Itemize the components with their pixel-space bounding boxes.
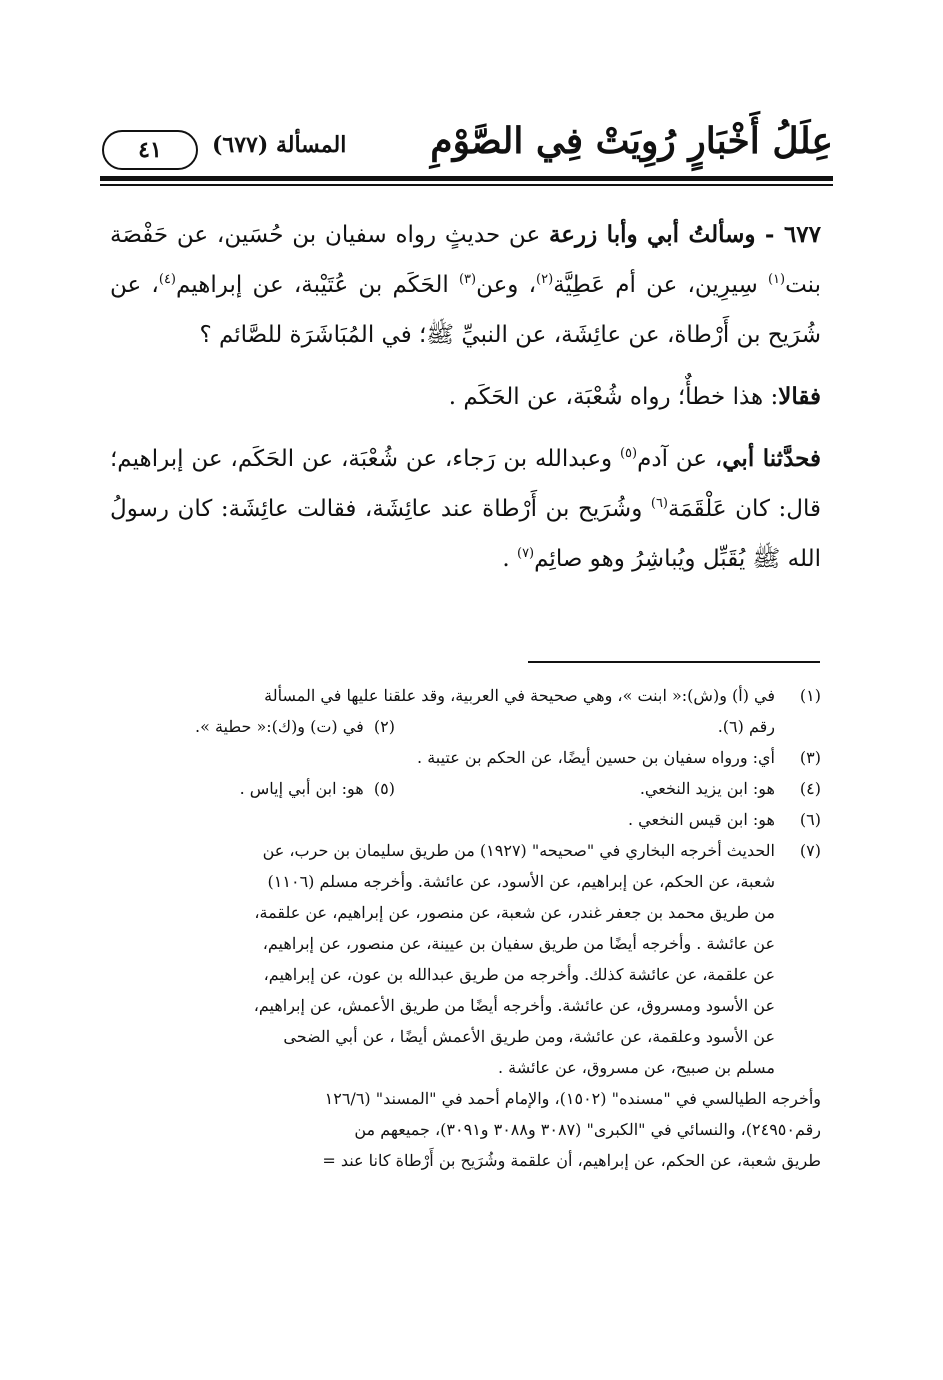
footnote-line: من طريق محمد بن جعفر غندر، عن شعبة، عن منصور، عن إبراهيم، عن علقمة، — [254, 903, 775, 922]
narration-lead: فحدَّثنا أبي — [722, 445, 821, 472]
text-run: وعبدالله بن رَجاء، عن شُعْبَة، عن الحَكَم، عن إبراهيم؛ قال: كان عَلْقَمَة — [110, 446, 821, 522]
footnote-line: طريق شعبة، عن الحكم، عن إبراهيم، أن علقمة وشُرَيح بن أَرْطاة كانا عند = — [322, 1151, 821, 1170]
footnote-number: (١) — [799, 686, 821, 705]
footnote-text: أي: ورواه سفيان بن حسين أيضًا، عن الحكم بن عتيبة . — [417, 748, 775, 767]
question-lead: ٦٧٧ - وسألتُ أبي وأبا زرعة — [548, 221, 822, 248]
footnote-line: شعبة، عن الحكم، عن إبراهيم، عن الأسود، عن عائشة. وأخرجه مسلم (١١٠٦) — [267, 872, 775, 891]
footnote-text: في (ت) و(ك):« حطية ». — [194, 717, 364, 736]
footnote-text: هو: ابن أبي إياس . — [239, 779, 364, 798]
footnote-line: عن الأسود وعلقمة، عن عائشة، ومن طريق الأعمش أيضًا ، عن أبي الضحى — [283, 1027, 775, 1046]
footnote-number: (٥) — [373, 779, 395, 798]
footnote-number: (٣) — [799, 748, 821, 767]
footnote-number: (٤) — [799, 779, 821, 798]
answer-lead: فقالا — [778, 383, 821, 410]
footnote-5 — [240, 773, 395, 804]
footnotes — [112, 680, 821, 1176]
footnote-4 — [112, 773, 821, 804]
footnote-line: رقم٢٤٩٥٠)، والنسائي في "الكبرى" (٣٠٨٧ و٣٠٨٨ و٣٠٩١)، جميعهم من — [354, 1120, 821, 1139]
footnote-line-pair — [112, 773, 775, 804]
footnote-3 — [112, 742, 821, 773]
text-run: الحَكَم بن عُتَيْبة، عن إبراهيم — [176, 272, 459, 298]
footnote-ref-4: (٤) — [158, 272, 176, 287]
text-run: ، عن شُرَيح بن أَرْطاة، عن عائِشَة، عن النبيِّ ﷺ؛ في المُبَاشَرَة للصَّائم ؟ — [110, 272, 821, 348]
footnote-ref-3: (٣) — [458, 272, 477, 287]
text-run: ، وعن — [476, 272, 537, 298]
footnote-ref-2: (٢) — [536, 272, 554, 287]
footnote-1 — [112, 680, 821, 742]
text-run: عن حديثٍ رواه سفيان بن حُسَين، عن حَفْصَة بنت — [110, 222, 822, 298]
footnote-line: عن الأسود ومسروق، عن عائشة. وأخرجه أيضًا من طريق الأعمش، عن إبراهيم، — [253, 996, 775, 1015]
footnote-number: (٢) — [373, 717, 395, 736]
book-title: عِلَلُ أَخْبَارٍ رُوِيَتْ فِي الصَّوْمِ — [430, 120, 833, 162]
footnote-ref-5: (٥) — [619, 446, 638, 461]
footnote-line: وأخرجه الطيالسي في "مسنده" (١٥٠٢)، والإمام أحمد في "المسند" (١٢٦/٦ — [324, 1089, 821, 1108]
footnote-ref-7: (٧) — [516, 546, 535, 561]
text-run: سِيرِين، عن أم عَطِيَّة — [553, 272, 768, 298]
issue-label: المسألة (٦٧٧) — [212, 132, 347, 158]
header-rule-thin — [100, 184, 833, 186]
footnote-line: رقم (٦). — [717, 717, 775, 736]
footnote-2 — [195, 711, 395, 742]
footnote-6 — [112, 804, 821, 835]
footnote-separator — [528, 661, 820, 663]
text-run: : هذا خطأٌ؛ رواه شُعْبَة، عن الحَكَم . — [448, 384, 779, 410]
footnote-continuation — [112, 1083, 821, 1176]
footnote-line-pair — [112, 711, 775, 742]
paragraph-narration — [110, 434, 821, 584]
page-header — [100, 118, 833, 178]
text-run: وشُرَيح بن أَرْطاة عند عائِشَة، فقالت عائِشَة: كان رسولُ الله ﷺ يُقَبِّل ويُباشِرُ وهو صائِم — [110, 496, 821, 572]
paragraph-answer — [110, 372, 821, 422]
text-run: ، عن آدم — [637, 446, 723, 472]
footnote-ref-1: (١) — [767, 272, 786, 287]
footnote-7 — [112, 835, 821, 1083]
text-run: . — [502, 546, 517, 572]
footnote-line: مسلم بن صبيح، عن مسروق، عن عائشة . — [498, 1058, 775, 1077]
page-number: ٤١ — [102, 130, 198, 170]
footnote-number: (٦) — [799, 810, 821, 829]
paragraph-question — [110, 210, 821, 360]
footnote-line: في (أ) و(ش):« ابنت »، وهي صحيحة في العربية، وقد علقنا عليها في المسألة — [264, 686, 775, 705]
footnote-text: هو: ابن قيس النخعي . — [627, 810, 775, 829]
footnote-number: (٧) — [799, 841, 821, 860]
footnote-text: هو: ابن يزيد النخعي. — [639, 779, 775, 798]
footnote-line: عن عائشة . وأخرجه أيضًا من طريق سفيان بن عيينة، عن منصور، عن إبراهيم، — [262, 934, 775, 953]
footnote-line: الحديث أخرجه البخاري في "صحيحه" (١٩٢٧) من طريق سليمان بن حرب، عن — [262, 841, 775, 860]
header-rule-thick — [100, 176, 833, 181]
footnote-line: عن علقمة، عن عائشة كذلك. وأخرجه من طريق عبدالله بن عون، عن إبراهيم، — [263, 965, 775, 984]
main-text — [110, 210, 821, 584]
footnote-ref-6: (٦) — [650, 496, 668, 511]
